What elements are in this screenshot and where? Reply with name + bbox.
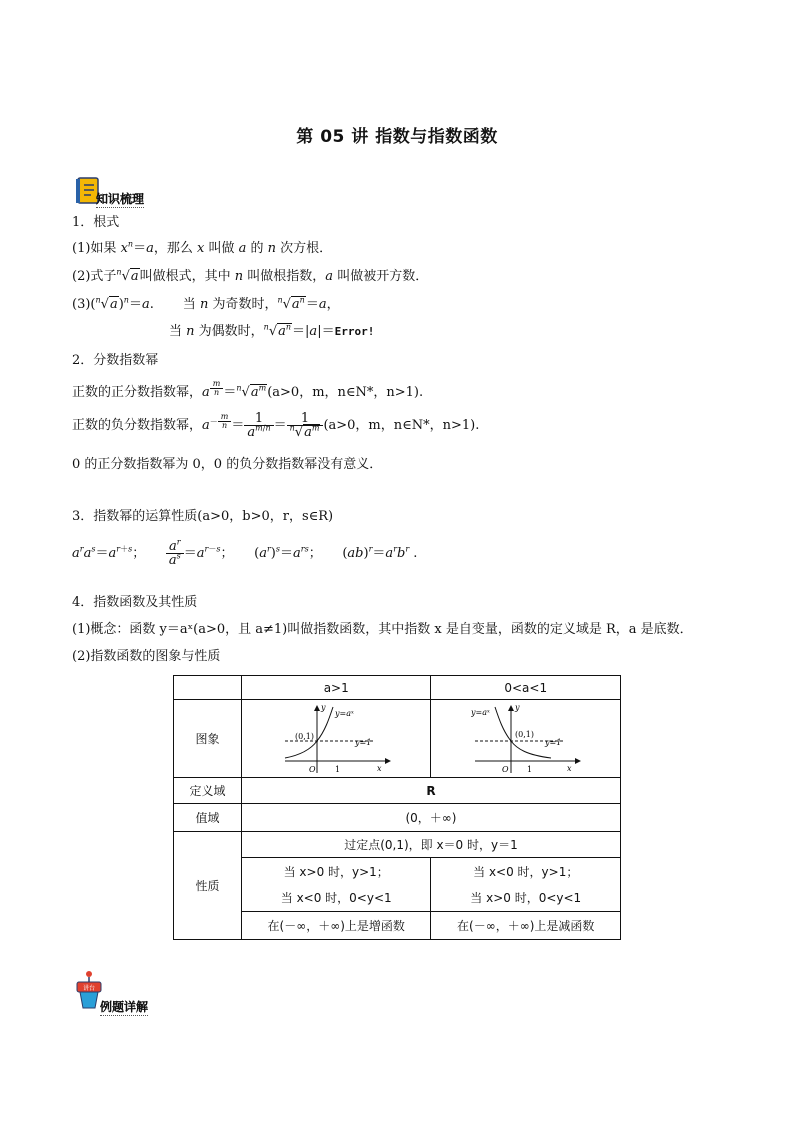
fraction-exp-heading: 2．分数指数幂 — [72, 353, 159, 368]
range-row-label: 值域 — [174, 804, 242, 832]
knowledge-section-header — [74, 176, 174, 206]
prop-inc-line1: 当 x>0 时，y>1； — [283, 864, 389, 879]
monotonic-increasing: 在(－∞，＋∞)上是增函数 — [241, 912, 431, 940]
examples-section-header — [74, 968, 184, 1014]
graph2-point-label: (0,1) — [514, 729, 534, 739]
graph1-one-label: 1 — [335, 764, 341, 774]
radical-property-even: 当 n 为偶数时，$^n√a^n=|a|=Error$! — [169, 322, 375, 339]
graph-row-label: 图象 — [174, 700, 242, 778]
increasing-exp-graph — [281, 703, 391, 775]
graph1-curve-label: y=aˣ — [335, 708, 355, 718]
prop-dec-line1: 当 x<0 时，y>1； — [473, 864, 579, 879]
radical-def-line: (2)式子$^n$√a叫做根式，其中 n 叫做根指数，a 叫做被开方数． — [72, 267, 429, 284]
radical-property-odd: $(3)(^n√a)^n=a$. 当 n 为奇数时，$^n√a^n=a$， — [72, 295, 340, 312]
graph2-one-label: 1 — [526, 764, 532, 774]
exp-function-concept: (1)概念：函数 y＝aˣ(a>0，且 a≠1)叫做指数函数，其中指数 x 是自变量，函数的定义域是 R，a 是底数． — [72, 622, 693, 637]
graph2-asym-label: y=1 — [544, 737, 562, 747]
value-property-decreasing — [431, 858, 621, 912]
zero-power-note: 0 的正分数指数幂为 0，0 的负分数指数幂没有意义． — [72, 457, 383, 472]
prop-inc-line2: 当 x<0 时，0<y<1 — [280, 890, 392, 905]
graph1-x-label: x — [377, 763, 382, 773]
col-header-a-lt-1: 0<a<1 — [431, 676, 621, 700]
graph1-asym-label: y=1 — [355, 737, 372, 747]
graph2-x-label: x — [566, 763, 572, 773]
graph1-origin-label: O — [309, 764, 316, 774]
power-rules-heading: 3．指数幂的运算性质(a>0，b>0，r，s∈R) — [72, 509, 334, 524]
graph1-point-label: (0,1) — [295, 731, 315, 741]
props-row-label: 性质 — [174, 832, 242, 940]
range-value: (0，＋∞) — [241, 804, 620, 832]
domain-value: R — [241, 778, 620, 804]
value-property-increasing — [241, 858, 431, 912]
monotonic-decreasing: 在(－∞，＋∞)上是减函数 — [431, 912, 621, 940]
knowledge-section-label: 知识梳理 — [96, 192, 145, 206]
exp-function-graph-props: (2)指数函数的图象与性质 — [72, 649, 221, 664]
prop-dec-line2: 当 x>0 时，0<y<1 — [470, 890, 582, 905]
positive-fraction-exp: 正数的正分数指数幂，a $^{\frac{m}{n}}$ $=^n√a^m(a>0$，m，n∈N*，n>1). — [72, 379, 424, 400]
graph2-origin-label: O — [501, 764, 509, 774]
power-rules: $a^ra^s=a^{r+s}$； $\frac{a^r}{a^s}$ $=a^{r-s}$； $(a^r)^s=a^{rs}$； $(ab)^r=a^rb^r$ . — [72, 537, 418, 568]
col-header-a-gt-1: a>1 — [241, 676, 431, 700]
graph2-curve-label: y=aˣ — [470, 707, 490, 717]
decreasing-exp-graph — [471, 703, 581, 775]
negative-fraction-exp: 正数的负分数指数幂，$a^{- \frac{m}{n}}$ ＝ $\frac{1}{a^{m/n}}$ ＝ $\frac{1}{^n√a^m}$ (a>0，m，n∈N*，n>1). — [72, 411, 480, 440]
page-title: 第 05 讲 指数与指数函数 — [296, 127, 498, 147]
graph-increasing-cell — [241, 700, 431, 778]
fixed-point-property: 过定点(0,1)，即 x＝0 时，y＝1 — [241, 832, 620, 858]
domain-row-label: 定义域 — [174, 778, 242, 804]
graph-decreasing-cell — [431, 700, 621, 778]
exp-function-table — [173, 675, 621, 940]
exp-function-heading: 4．指数函数及其性质 — [72, 595, 198, 610]
graph1-y-label: y — [321, 702, 326, 712]
examples-section-label: 例题详解 — [100, 1000, 149, 1014]
graph2-y-label: y — [514, 702, 520, 712]
podium-icon-text: 讲台 — [82, 985, 96, 992]
root-def-line: (1)如果 $x^n=a$，那么 x 叫做 a 的 n 次方根． — [72, 239, 333, 256]
root-heading: 1．根式 — [72, 215, 120, 230]
